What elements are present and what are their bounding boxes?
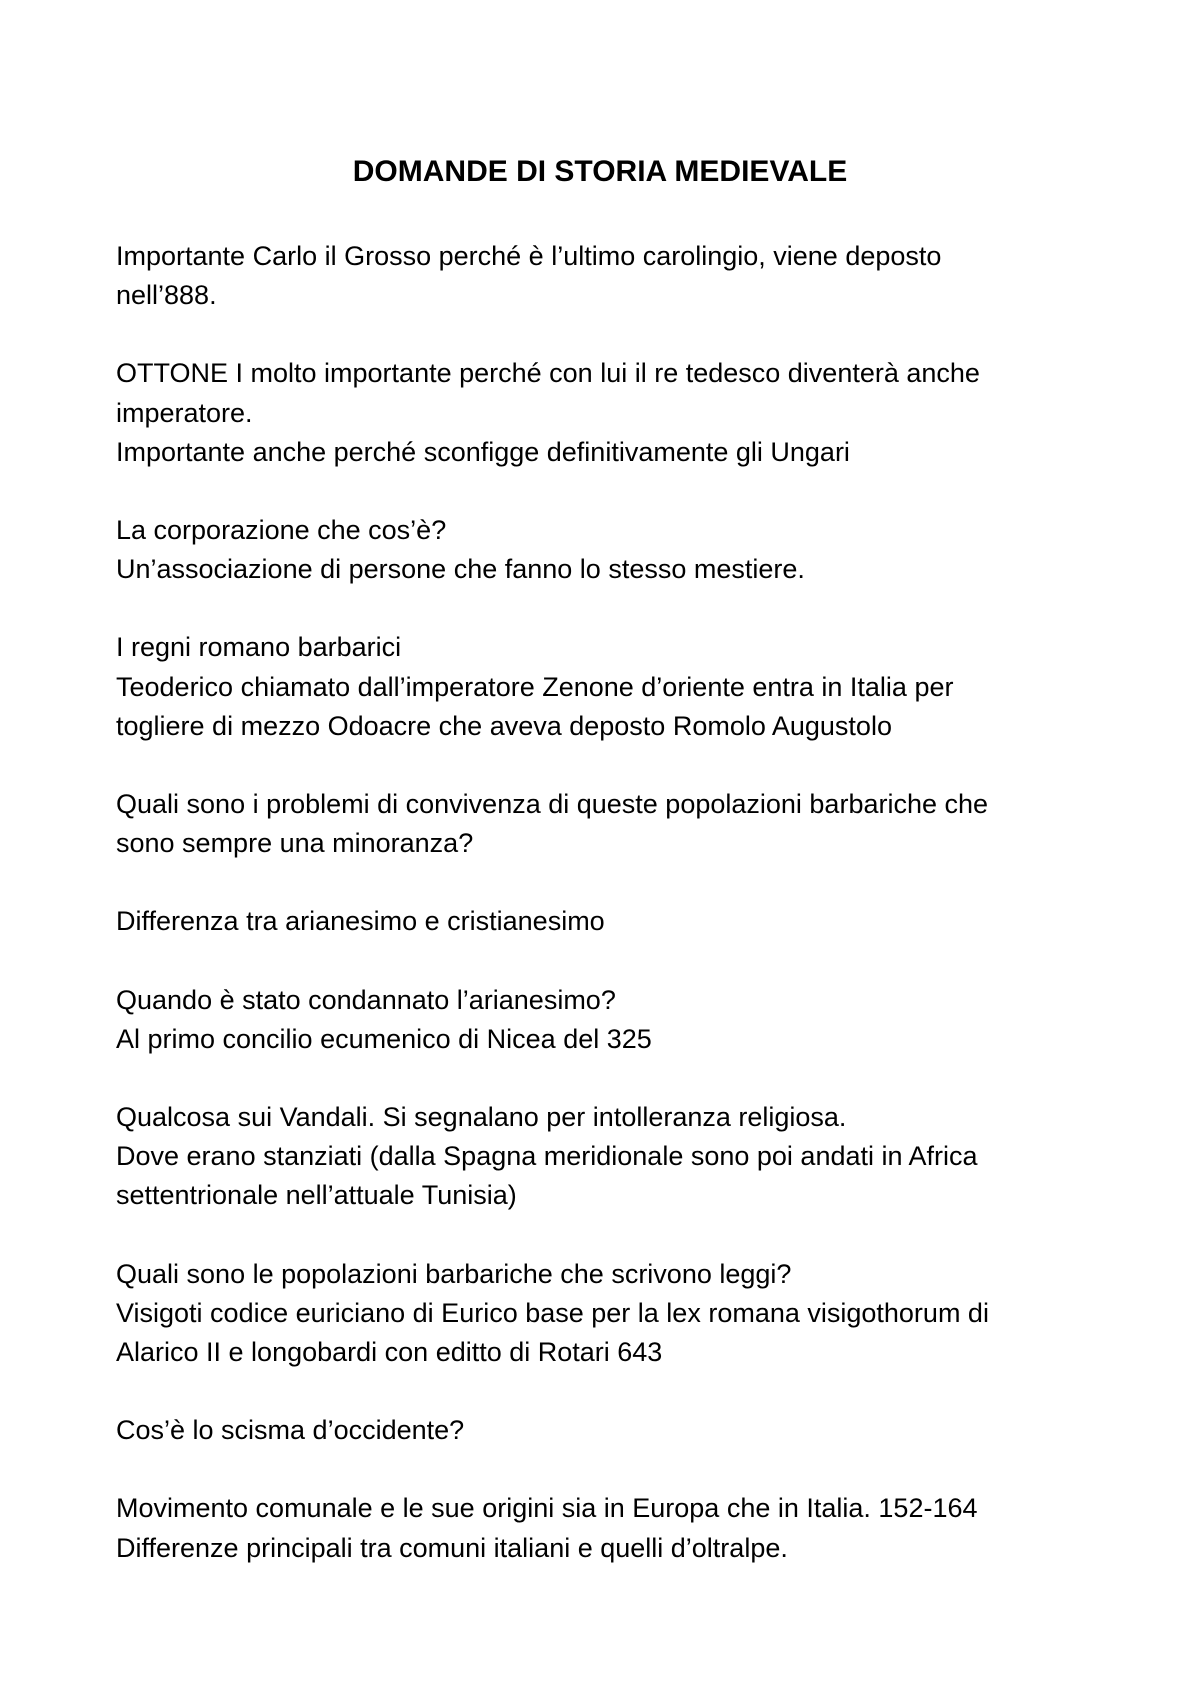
paragraph-carlo-il-grosso bbox=[116, 237, 1116, 315]
text-line: imperatore. bbox=[116, 397, 253, 428]
text-line: settentrionale nell’attuale Tunisia) bbox=[116, 1180, 517, 1211]
paragraph-condanna-arianesimo bbox=[116, 981, 1116, 1059]
text-line: Dove erano stanziati (dalla Spagna meridionale sono poi andati in Africa bbox=[116, 1141, 978, 1172]
paragraph-arianesimo bbox=[116, 902, 1116, 941]
text-line: Quali sono i problemi di convivenza di queste popolazioni barbariche che bbox=[116, 789, 989, 820]
text-line: OTTONE I molto importante perché con lui il re tedesco diventerà anche bbox=[116, 358, 980, 389]
text-line: Un’associazione di persone che fanno lo stesso mestiere. bbox=[116, 554, 805, 585]
text-line: Quali sono le popolazioni barbariche che scrivono leggi? bbox=[116, 1258, 792, 1289]
text-line: Movimento comunale e le sue origini sia in Europa che in Italia. 152-164 bbox=[116, 1493, 978, 1524]
paragraph-leggi-barbariche bbox=[116, 1255, 1116, 1373]
paragraph-corporazione bbox=[116, 511, 1116, 589]
paragraph-regni-romano-barbarici bbox=[116, 628, 1116, 746]
text-line: I regni romano barbarici bbox=[116, 632, 402, 663]
text-line: togliere di mezzo Odoacre che aveva deposto Romolo Augustolo bbox=[116, 710, 892, 741]
paragraph-vandali bbox=[116, 1098, 1116, 1216]
text-line: Importante anche perché sconfigge definitivamente gli Ungari bbox=[116, 436, 850, 467]
text-line: Cos’è lo scisma d’occidente? bbox=[116, 1415, 465, 1446]
text-line: sono sempre una minoranza? bbox=[116, 828, 474, 859]
text-line: La corporazione che cos’è? bbox=[116, 515, 447, 546]
paragraph-movimento-comunale bbox=[116, 1489, 1116, 1567]
text-line: Alarico II e longobardi con editto di Rotari 643 bbox=[116, 1337, 663, 1368]
paragraph-ottone bbox=[116, 354, 1116, 472]
text-line: Qualcosa sui Vandali. Si segnalano per intolleranza religiosa. bbox=[116, 1102, 847, 1133]
text-line: Al primo concilio ecumenico di Nicea del 325 bbox=[116, 1023, 652, 1054]
text-line: Importante Carlo il Grosso perché è l’ultimo carolingio, viene deposto bbox=[116, 241, 942, 271]
paragraph-scisma bbox=[116, 1411, 1116, 1450]
text-line: Quando è stato condannato l’arianesimo? bbox=[116, 984, 616, 1015]
page-title: DOMANDE DI STORIA MEDIEVALE bbox=[352, 155, 848, 188]
document-body bbox=[116, 237, 1116, 1607]
paragraph-convivenza bbox=[116, 785, 1116, 863]
text-line: Visigoti codice euriciano di Eurico base per la lex romana visigothorum di bbox=[116, 1297, 989, 1328]
text-line: Differenza tra arianesimo e cristianesimo bbox=[116, 906, 605, 937]
text-line: nell’888. bbox=[116, 280, 217, 311]
text-line: Differenze principali tra comuni italiani e quelli d’oltralpe. bbox=[116, 1532, 788, 1563]
text-line: Teoderico chiamato dall’imperatore Zenone d’oriente entra in Italia per bbox=[116, 671, 954, 702]
